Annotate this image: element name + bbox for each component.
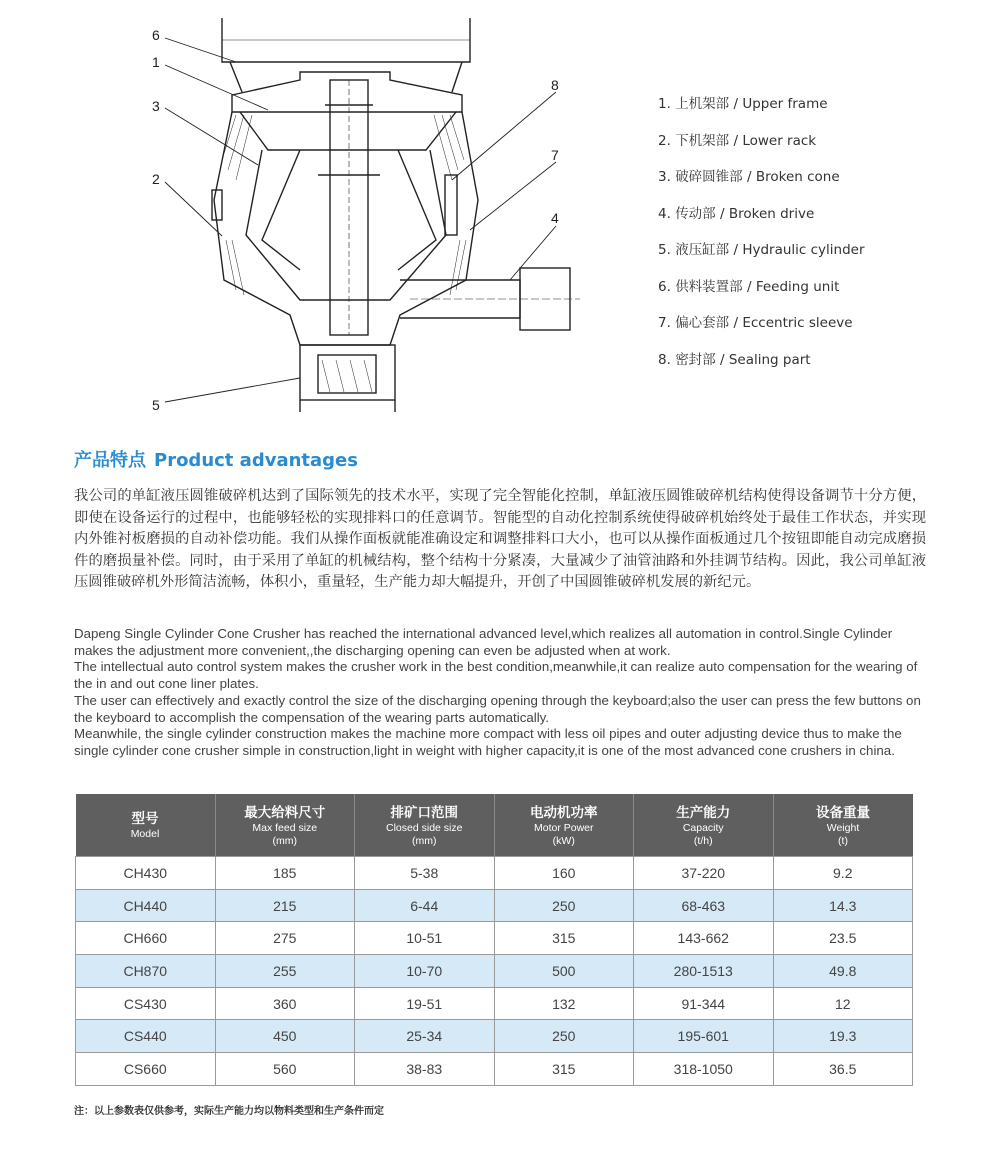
legend-item: 3. 破碎圆锥部 / Broken cone [658,169,840,185]
table-row [76,987,913,1020]
legend-item: 5. 液压缸部 / Hydraulic cylinder [658,242,865,258]
table-cell: 315 [494,1053,634,1086]
table-cell: CH440 [76,889,216,922]
column-header: 设备重量 Weight (t) [773,794,913,857]
section-heading [74,446,358,472]
intro-paragraph-en: Dapeng Single Cylinder Cone Crusher has reached the international advanced level,which realizes all automation in control.Single Cylinder makes the adjustment more convenient,,the discharging opening can even be adjusted when at work. [74,626,893,658]
intro-paragraph-en: The user can effectively and exactly control the size of the discharging opening through the keyboard;also the user can press the few buttons on the keyboard to accomplish the compensation of the wearing parts automatically. [74,692,921,725]
table-cell: 280-1513 [634,955,774,988]
table-cell: 250 [494,1020,634,1053]
table-cell: 6-44 [355,889,495,922]
intro-paragraph-zh: 我公司的单缸液压圆锥破碎机达到了国际领先的技术水平，实现了完全智能化控制，单缸液压圆锥破碎机结构使得设备调节十分方便，即使在设备运行的过程中，也能够轻松的实现排料口的任意调节。智能型的自动化控制系统使得破碎机始终处于最佳工作状态，并实现内外锥衬板磨损的自动补偿功能。我们从操作面板就能准确设定和调整排料口大小，也可以从操作面板通过几个按钮即能自动完成磨损件的磨损量补偿。同时，由于采用了单缸的机械结构，整个结构十分紧凑，大量减少了油管油路和外挂调节结构。因此，我公司单缸液压圆锥破碎机外形简洁流畅，体积小，重量轻，生产能力却大幅提升，开创了中国圆锥破碎机发展的新纪元。 [74,488,926,591]
table-cell: 12 [773,987,913,1020]
table-cell: CH660 [76,922,216,955]
table-cell: 318-1050 [634,1053,774,1086]
table-cell: 49.8 [773,955,913,988]
column-header: 电动机功率 Motor Power (kW) [494,794,634,857]
legend-item: 1. 上机架部 / Upper frame [658,96,828,112]
table-cell: 315 [494,922,634,955]
intro-paragraph-en: The intellectual auto control system makes the crusher work in the best condition,meanwhile,it can realize auto compensation for the wearing of the in and out cone liner plates. [74,659,918,692]
table-row [76,955,913,988]
parts-legend [658,92,865,384]
table-row [76,889,913,922]
table-cell: 160 [494,857,634,890]
legend-item: 4. 传动部 / Broken drive [658,205,815,222]
intro-paragraph-en: Meanwhile, the single cylinder construction makes the machine more compact with less oil pipes and outer adjusting device thus to make the single cylinder cone crusher simple in construction,light in weight with higher capacity,it is one of the most advanced cone crushers in china. [74,726,902,758]
table-cell: 5-38 [355,857,495,890]
table-cell: 37-220 [634,857,774,890]
callout-label: 8 [551,77,559,93]
table-row [76,857,913,890]
table-cell: 25-34 [355,1020,495,1053]
table-cell: 185 [215,857,355,890]
callout-label: 4 [551,210,559,226]
table-cell: 10-70 [355,955,495,988]
table-footnote: 注：以上参数表仅供参考，实际生产能力均以物料类型和生产条件而定 [74,1106,384,1117]
table-cell: 9.2 [773,857,913,890]
table-cell: 19.3 [773,1020,913,1053]
table-cell: CH430 [76,857,216,890]
table-cell: 38-83 [355,1053,495,1086]
legend-item: 7. 偏心套部 / Eccentric sleeve [658,315,853,331]
table-cell: 143-662 [634,922,774,955]
table-cell: 560 [215,1053,355,1086]
callout-label: 5 [152,397,160,413]
table-cell: CS440 [76,1020,216,1053]
callout-label: 7 [551,147,559,163]
callout-label: 2 [152,171,160,187]
table-cell: 360 [215,987,355,1020]
legend-item: 6. 供料装置部 / Feeding unit [658,278,840,295]
table-cell: 132 [494,987,634,1020]
section-heading-en: Product advantages [154,450,358,471]
table-cell: 450 [215,1020,355,1053]
table-cell: 19-51 [355,987,495,1020]
specifications-table [75,794,913,1086]
table-row [76,1053,913,1086]
table-cell: 215 [215,889,355,922]
table-header-row [76,794,913,857]
crusher-cross-section-diagram [140,10,610,420]
table-cell: CS660 [76,1053,216,1086]
table-cell: 250 [494,889,634,922]
legend-item: 8. 密封部 / Sealing part [658,351,811,368]
table-cell: 255 [215,955,355,988]
callout-label: 1 [152,54,160,70]
table-row [76,1020,913,1053]
intro-paragraphs-en [74,626,926,760]
table-cell: 14.3 [773,889,913,922]
table-cell: 195-601 [634,1020,774,1053]
table-row [76,922,913,955]
table-cell: 91-344 [634,987,774,1020]
table-cell: 275 [215,922,355,955]
table-cell: 500 [494,955,634,988]
column-header: 排矿口范围 Closed side size (mm) [355,794,495,857]
callout-label: 3 [152,98,160,114]
table-cell: 68-463 [634,889,774,922]
column-header: 型号 Model [76,794,216,857]
table-cell: 36.5 [773,1053,913,1086]
table-cell: CH870 [76,955,216,988]
column-header: 生产能力 Capacity (t/h) [634,794,774,857]
table-cell: 10-51 [355,922,495,955]
section-heading-zh: 产品特点 [74,450,146,471]
column-header: 最大给料尺寸 Max feed size (mm) [215,794,355,857]
callout-label: 6 [152,27,160,43]
table-cell: 23.5 [773,922,913,955]
table-cell: CS430 [76,987,216,1020]
legend-item: 2. 下机架部 / Lower rack [658,132,817,149]
